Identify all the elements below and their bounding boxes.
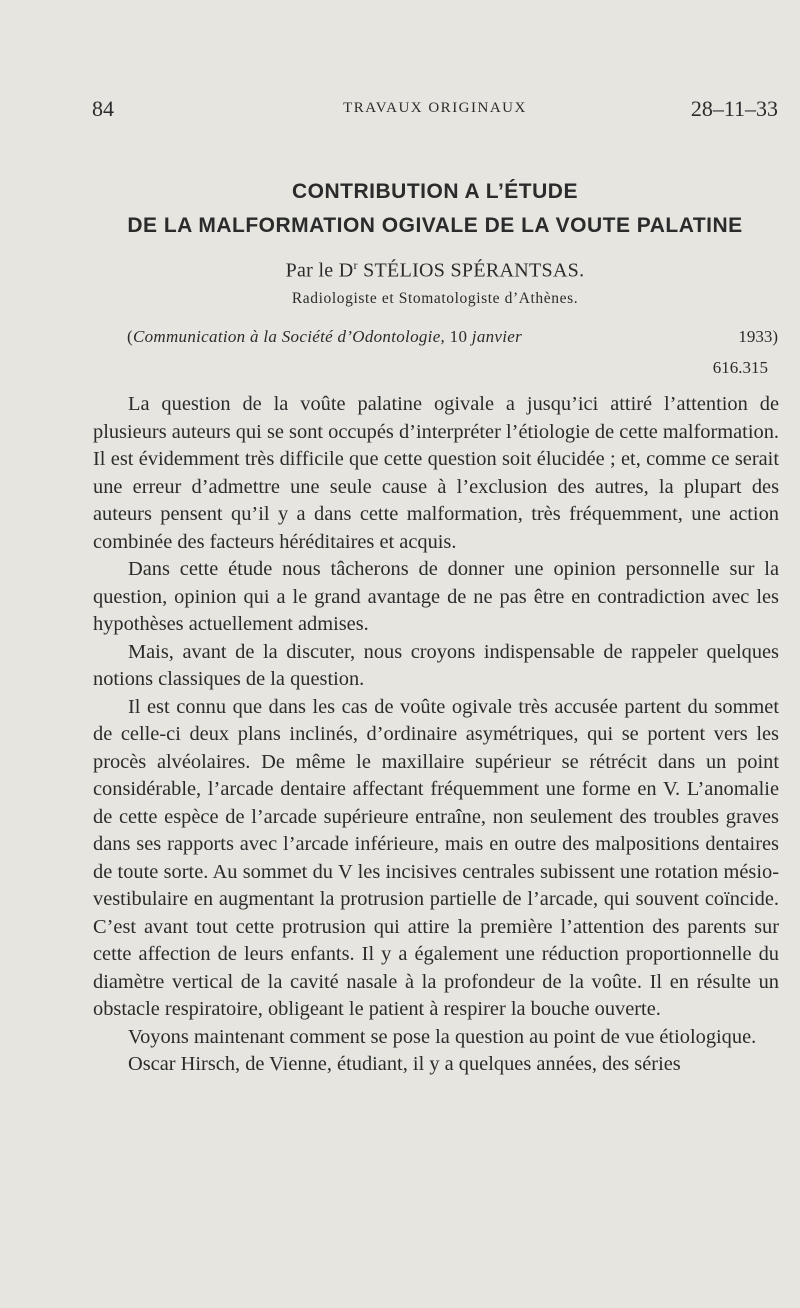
author-prefix: Par le D — [285, 259, 354, 282]
communication-open-paren: ( — [127, 327, 133, 346]
running-title: TRAVAUX ORIGINAUX — [343, 100, 527, 116]
communication-note — [127, 327, 522, 347]
communication-year: 1933) — [738, 327, 778, 346]
communication-day: 10 — [445, 327, 472, 346]
author-line — [92, 258, 778, 283]
article-title-line-2: DE LA MALFORMATION OGIVALE DE LA VOUTE PALATINE — [127, 214, 743, 237]
body-paragraph: Voyons maintenant comment se pose la question au point de vue étiologique. — [128, 1025, 757, 1048]
classification-code: 616.315 — [712, 358, 768, 377]
author-title-superscript: r — [353, 258, 358, 272]
issue-date: 28–11–33 — [690, 96, 778, 121]
running-header — [92, 96, 778, 126]
communication-venue: Communication à la Société d’Odontologie, — [132, 327, 446, 346]
body-paragraph: Il est connu que dans les cas de voûte ogivale très accusée partent du sommet de celle-ci deux plans inclinés, d’ordinaire asymétriques, qui se portent vers les procès alvéolaires. De même le maxillaire supérieur se rétrécit dans un point considérable, l’arcade dentaire affectant fréquemment une forme en V. L’anomalie de cette espèce de l’arcade supérieure entraîne, non seulement des troubles graves dans ses rapports avec l’arcade inférieure, mais en outre des malpositions dentaires de toute sorte. Au sommet du V les incisives centrales subissent une rotation mésio-vestibulaire en augmentant la protrusion partielle de l’arcade, qui souvent coïncide. C’est avant tout cette protrusion qui attire la première l’attention des parents sur cette affection de leurs enfants. Il y a également une réduction proportionnelle du diamètre vertical de la cavité nasale à la profondeur de la voûte. Il en résulte un obstacle respiratoire, obligeant le patient à respirer la bouche ouverte. — [93, 695, 779, 1020]
body-paragraph: Dans cette étude nous tâcherons de donner une opinion personnelle sur la question, opinion qui a le grand avantage de ne pas être en contradiction avec les hypothèses actuellement admises. — [93, 558, 779, 635]
author-name: STÉLIOS SPÉRANTSAS. — [357, 259, 585, 282]
communication-month: janvier — [471, 327, 523, 346]
author-affiliation: Radiologiste et Stomatologiste d’Athènes. — [291, 290, 579, 307]
article-body — [93, 391, 779, 1079]
body-paragraph: Mais, avant de la discuter, nous croyons indispensable de rappeler quelques notions classiques de la question. — [93, 640, 779, 690]
article-title-line-1: CONTRIBUTION A L’ÉTUDE — [292, 180, 578, 203]
page-number: 84 — [92, 96, 114, 121]
body-paragraph: Oscar Hirsch, de Vienne, étudiant, il y a quelques années, des séries — [128, 1053, 681, 1075]
body-paragraph: La question de la voûte palatine ogivale a jusqu’ici attiré l’attention de plusieurs auteurs qui se sont occupés d’interpréter l’étiologie de cette malformation. Il est évidemment très difficile que cette question soit élucidée ; et, comme ce serait une erreur d’admettre une seule cause à l’exclusion des autres, la plupart des auteurs pensent qu’il y a dans cette malformation, très fréquemment, une action combinée des facteurs héréditaires et acquis. — [93, 393, 779, 553]
